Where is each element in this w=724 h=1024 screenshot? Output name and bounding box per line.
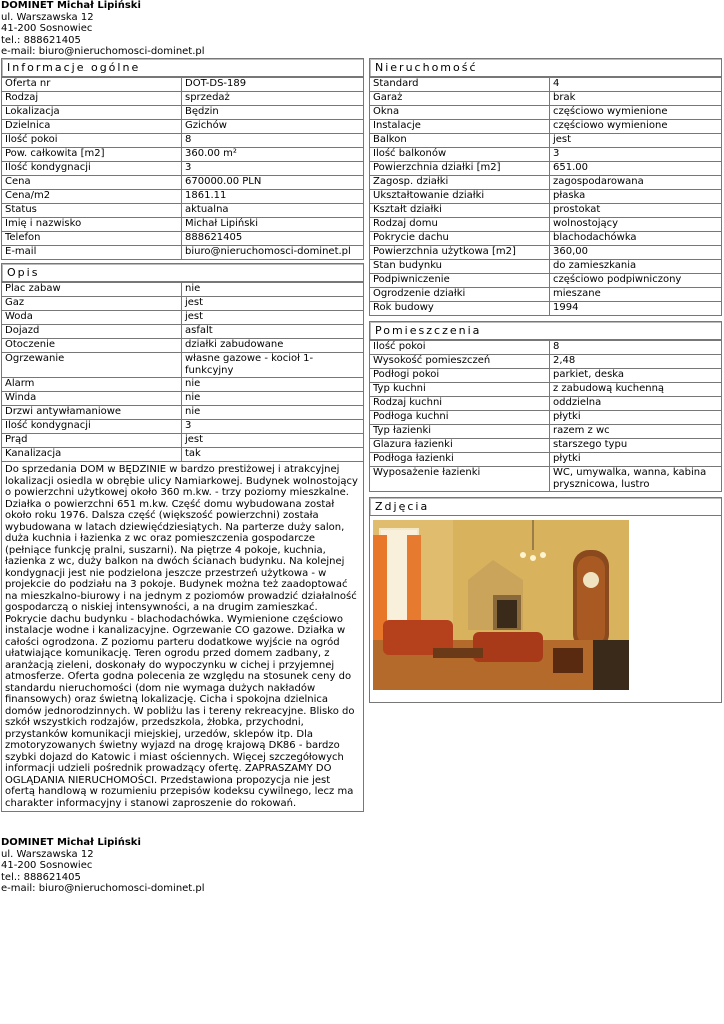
agency-name: DOMINET Michał Lipiński <box>1 837 141 848</box>
row-value: nie <box>182 283 364 297</box>
row-value: jest <box>550 134 722 148</box>
table-row <box>370 204 722 218</box>
table-row <box>2 297 364 311</box>
table-row <box>2 218 364 232</box>
description-text: Do sprzedania DOM w BĘDZINIE w bardzo prestiżowej i atrakcyjnej lokalizacji osiedla w obrębie ulicy Namiarkowej. Budynek wolnostojący o powierzchni użytkowej około 360 m.kw. - trzy poziomy mieszkalne. Działka o powierzchni 651 m.kw. Część domu wybudowana został około roku 1976. Dalsza część (większość powierzchni) została wybudowana w latach dziewięćdziesiątych. Na parterze duży salon, duża kuchnia i łazienka z wc oraz pomieszczenia gospodarcze (pełniące funkcję pralni, suszarni). Na piętrze 4 pokoje, kuchnia, łazienka z wc, duży balkon na dwóch ścianach budynku. Na kolejnej kondygnacji jest nie podzielona jeszcze przestrzeń użytkowa - w projekcie do podziału na 3 pokoje. Budynek można też zaadoptować na mieszkalno-biurowy i na jednym z poziomów prowadzić działalność gospodarczą o niskiej intensywności, a na drugim zamieszkać. Pokrycie dachu budynku - blachodachówka. Wymienione częściowo instalacje wodne i kanalizacyjne. Ogrzewanie CO gazowe. Działka w całości ogrodzona. Z poziomu parteru dodatkowe wyjście na ogród ułatwiające komunikację. Teren ogrodu przed domem zadbany, z aranżacją zieleni, doskonały do wypoczynku w cichej i przyjemnej atmosferze. Oferta godna polecenia ze względu na stosunek ceny do standardu nieruchomości (dom nie wymaga dużych nakładów finansowych) oraz świetną lokalizację. Cicha i spokojna dzielnica domów jednorodzinnych. W pobliżu las i tereny rekreacyjne. Blisko do szkół wszystkich rodzajów, przedszkola, żłobka, przychodni, przystanków komunikacji miejskiej, urzedów, sklepów itp. Dla zmotoryzowanych świetny wyjazd na drogę krajową DK86 - bardzo szybki dojazd do Katowic i miast ościennych. Więcej szczegółowych informacji udzieli pośrednik prowadzący ofertę. ZAPRASZAMY DO OGLĄDANIA NIERUCHOMOŚCI. Przedstawiona propozycja nie jest ofertą handlową w rozumieniu przepisów kodeksu cywilnego, lecz ma charakter informacyjny i stanowi zaproszenie do rokowań. <box>1 462 364 812</box>
row-label: Plac zabaw <box>2 283 182 297</box>
table-row <box>2 134 364 148</box>
table-row <box>370 383 722 397</box>
table-row <box>370 397 722 411</box>
section-header-nieruchomosc: Nieruchomość <box>369 58 722 77</box>
row-value: 3 <box>182 420 364 434</box>
row-value: Będzin <box>182 106 364 120</box>
row-value: płaska <box>550 190 722 204</box>
row-label: Podłogi pokoi <box>370 369 550 383</box>
row-value: prostokat <box>550 204 722 218</box>
row-label: Imię i nazwisko <box>2 218 182 232</box>
table-row <box>370 341 722 355</box>
row-value: 360.00 m² <box>182 148 364 162</box>
table-row <box>2 378 364 392</box>
row-value: 1994 <box>550 302 722 316</box>
table-row <box>2 148 364 162</box>
row-value: mieszane <box>550 288 722 302</box>
table-row <box>370 425 722 439</box>
table-row <box>370 453 722 467</box>
row-label: Drzwi antywłamaniowe <box>2 406 182 420</box>
opis-table <box>1 282 364 462</box>
row-label: Typ łazienki <box>370 425 550 439</box>
table-row <box>370 120 722 134</box>
row-value: częściowo podpiwniczony <box>550 274 722 288</box>
agency-street: ul. Warszawska 12 <box>1 11 94 23</box>
row-value: do zamieszkania <box>550 260 722 274</box>
row-value: Michał Lipiński <box>182 218 364 232</box>
table-row <box>2 392 364 406</box>
row-value: starszego typu <box>550 439 722 453</box>
row-label: Kanalizacja <box>2 448 182 462</box>
agency-email: e-mail: biuro@nieruchomosci-dominet.pl <box>1 46 205 57</box>
row-label: Status <box>2 204 182 218</box>
row-label: Lokalizacja <box>2 106 182 120</box>
table-row <box>370 134 722 148</box>
section-header-zdjecia: Zdjęcia <box>369 497 722 516</box>
table-row <box>370 411 722 425</box>
section-header-informacje-ogolne: Informacje ogólne <box>1 58 364 77</box>
row-label: Woda <box>2 311 182 325</box>
table-row <box>2 448 364 462</box>
row-label: Ilość pokoi <box>2 134 182 148</box>
agency-city: 41-200 Sosnowiec <box>1 23 93 34</box>
table-row <box>2 162 364 176</box>
row-value: jest <box>182 434 364 448</box>
row-value: sprzedaż <box>182 92 364 106</box>
row-label: Ilość pokoi <box>370 341 550 355</box>
table-row <box>2 92 364 106</box>
agency-email: e-mail: biuro@nieruchomosci-dominet.pl <box>1 883 205 894</box>
row-label: Kształt działki <box>370 204 550 218</box>
row-label: Ilość kondygnacji <box>2 420 182 434</box>
table-row <box>2 176 364 190</box>
table-row <box>2 190 364 204</box>
row-value: częściowo wymienione <box>550 106 722 120</box>
table-row <box>370 246 722 260</box>
row-label: E-mail <box>2 246 182 260</box>
table-row <box>370 288 722 302</box>
row-label: Rodzaj domu <box>370 218 550 232</box>
row-value: zagospodarowana <box>550 176 722 190</box>
right-column <box>369 56 722 703</box>
row-label: Dzielnica <box>2 120 182 134</box>
row-value: wolnostojący <box>550 218 722 232</box>
table-row <box>2 434 364 448</box>
agency-street: ul. Warszawska 12 <box>1 848 94 860</box>
row-value: 2,48 <box>550 355 722 369</box>
row-value: 3 <box>182 162 364 176</box>
table-row <box>370 302 722 316</box>
row-label: Pow. całkowita [m2] <box>2 148 182 162</box>
row-label: Pokrycie dachu <box>370 232 550 246</box>
pomieszczenia-table <box>369 340 722 492</box>
row-value: 3 <box>550 148 722 162</box>
row-label: Standard <box>370 78 550 92</box>
table-row <box>2 420 364 434</box>
row-value: aktualna <box>182 204 364 218</box>
row-value: DOT-DS-189 <box>182 78 364 92</box>
row-label: Telefon <box>2 232 182 246</box>
agency-city: 41-200 Sosnowiec <box>1 860 93 871</box>
table-row <box>370 260 722 274</box>
row-label: Cena <box>2 176 182 190</box>
table-row <box>370 439 722 453</box>
row-label: Wysokość pomieszczeń <box>370 355 550 369</box>
agency-phone: tel.: 888621405 <box>1 871 81 883</box>
agency-phone: tel.: 888621405 <box>1 34 81 46</box>
row-value: 651.00 <box>550 162 722 176</box>
row-value: biuro@nieruchomosci-dominet.pl <box>182 246 364 260</box>
table-row <box>370 106 722 120</box>
row-value: płytki <box>550 453 722 467</box>
row-value: 4 <box>550 78 722 92</box>
table-row <box>2 78 364 92</box>
table-row <box>370 369 722 383</box>
table-row <box>370 78 722 92</box>
row-value: asfalt <box>182 325 364 339</box>
row-label: Typ kuchni <box>370 383 550 397</box>
row-label: Oferta nr <box>2 78 182 92</box>
section-header-opis: Opis <box>1 263 364 282</box>
table-row <box>2 311 364 325</box>
table-row <box>2 232 364 246</box>
row-label: Podłoga łazienki <box>370 453 550 467</box>
row-value: 8 <box>550 341 722 355</box>
informacje-ogolne-table <box>1 77 364 260</box>
section-header-pomieszczenia: Pomieszczenia <box>369 321 722 340</box>
row-value: nie <box>182 392 364 406</box>
row-label: Rodzaj <box>2 92 182 106</box>
row-label: Zagosp. działki <box>370 176 550 190</box>
row-label: Ukształtowanie działki <box>370 190 550 204</box>
row-value: jest <box>182 297 364 311</box>
row-value: 360,00 <box>550 246 722 260</box>
row-value: brak <box>550 92 722 106</box>
row-label: Okna <box>370 106 550 120</box>
row-label: Instalacje <box>370 120 550 134</box>
table-row <box>2 204 364 218</box>
row-value: częściowo wymienione <box>550 120 722 134</box>
row-label: Podłoga kuchni <box>370 411 550 425</box>
table-row <box>370 162 722 176</box>
row-label: Glazura łazienki <box>370 439 550 453</box>
table-row <box>2 325 364 339</box>
row-value: działki zabudowane <box>182 339 364 353</box>
table-row <box>370 218 722 232</box>
row-value: 1861.11 <box>182 190 364 204</box>
row-label: Podpiwniczenie <box>370 274 550 288</box>
row-value: własne gazowe - kocioł 1-funkcyjny <box>182 353 364 378</box>
row-value: Gzichów <box>182 120 364 134</box>
row-label: Wyposażenie łazienki <box>370 467 550 492</box>
row-label: Rodzaj kuchni <box>370 397 550 411</box>
row-label: Ilość kondygnacji <box>2 162 182 176</box>
table-row <box>370 274 722 288</box>
table-row <box>2 339 364 353</box>
row-value: 888621405 <box>182 232 364 246</box>
agency-name: DOMINET Michał Lipiński <box>1 0 141 11</box>
row-value: 8 <box>182 134 364 148</box>
row-value: nie <box>182 406 364 420</box>
agency-footer <box>1 837 205 895</box>
nieruchomosc-table <box>369 77 722 316</box>
table-row <box>2 406 364 420</box>
table-row <box>370 232 722 246</box>
row-value: z zabudową kuchenną <box>550 383 722 397</box>
row-value: tak <box>182 448 364 462</box>
row-value: płytki <box>550 411 722 425</box>
row-label: Garaż <box>370 92 550 106</box>
row-value: jest <box>182 311 364 325</box>
row-label: Gaz <box>2 297 182 311</box>
row-label: Ogrzewanie <box>2 353 182 378</box>
row-value: parkiet, deska <box>550 369 722 383</box>
row-label: Prąd <box>2 434 182 448</box>
table-row <box>2 353 364 378</box>
row-value: razem z wc <box>550 425 722 439</box>
row-value: blachodachówka <box>550 232 722 246</box>
row-value: 670000.00 PLN <box>182 176 364 190</box>
row-label: Stan budynku <box>370 260 550 274</box>
row-label: Powierzchnia działki [m2] <box>370 162 550 176</box>
table-row <box>370 176 722 190</box>
table-row <box>370 148 722 162</box>
row-label: Rok budowy <box>370 302 550 316</box>
row-label: Winda <box>2 392 182 406</box>
row-value: nie <box>182 378 364 392</box>
agency-header <box>1 0 205 58</box>
row-label: Powierzchnia użytkowa [m2] <box>370 246 550 260</box>
row-label: Ogrodzenie działki <box>370 288 550 302</box>
table-row <box>2 283 364 297</box>
table-row <box>370 92 722 106</box>
row-label: Alarm <box>2 378 182 392</box>
table-row <box>370 467 722 492</box>
row-label: Ilość balkonów <box>370 148 550 162</box>
row-label: Cena/m2 <box>2 190 182 204</box>
row-value: WC, umywalka, wanna, kabina prysznicowa, lustro <box>550 467 722 492</box>
left-column <box>1 56 364 812</box>
table-row <box>370 355 722 369</box>
row-label: Dojazd <box>2 325 182 339</box>
row-label: Otoczenie <box>2 339 182 353</box>
row-value: oddzielna <box>550 397 722 411</box>
table-row <box>370 190 722 204</box>
table-row <box>2 120 364 134</box>
table-row <box>2 246 364 260</box>
row-label: Balkon <box>370 134 550 148</box>
table-row <box>2 106 364 120</box>
living-room-photo[interactable] <box>373 520 629 690</box>
photo-frame <box>369 516 722 703</box>
